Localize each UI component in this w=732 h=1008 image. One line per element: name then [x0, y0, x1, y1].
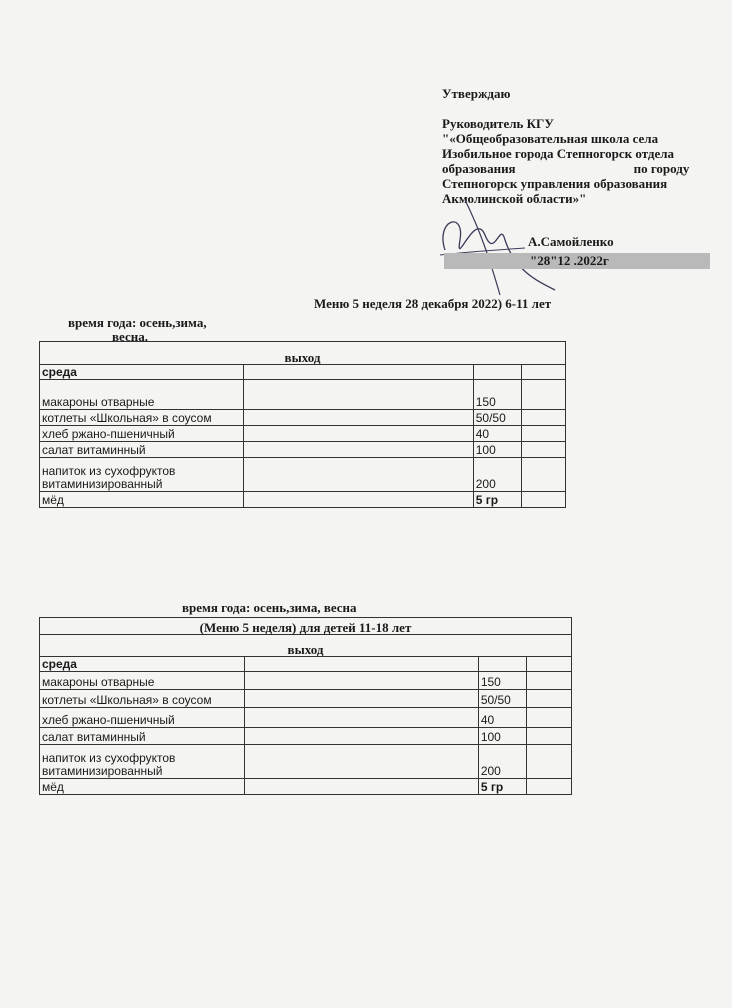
menu-table-1	[39, 341, 566, 508]
dish-output: 40	[473, 426, 521, 442]
approve-heading: Утверждаю	[442, 86, 511, 101]
approval-date-bar	[444, 253, 710, 269]
dish-output: 100	[473, 442, 521, 458]
dish-output: 200	[473, 458, 521, 492]
day-label-2: среда	[40, 657, 245, 672]
menu-table-2	[39, 617, 572, 795]
approval-line-2: "«Общеобразовательная школа села	[442, 131, 659, 146]
approval-date: "28"12 .2022г	[530, 253, 609, 268]
dish-output: 50/50	[478, 690, 526, 708]
dish-name: напиток из сухофруктов витаминизированный	[40, 745, 245, 779]
approval-line-6: Акмолинской области»"	[442, 191, 587, 206]
dish-name: мёд	[40, 492, 244, 508]
dish-output: 5 гр	[478, 779, 526, 795]
dish-name: макароны отварные	[40, 672, 245, 690]
dish-name: макароны отварные	[40, 380, 244, 410]
dish-name: котлеты «Школьная» в соусом	[40, 690, 245, 708]
approval-line-3: Изобильное города Степногорск отдела	[442, 146, 675, 161]
dish-output: 5 гр	[473, 492, 521, 508]
menu-title-1: Меню 5 неделя 28 декабря 2022) 6-11 лет	[314, 296, 552, 311]
approval-line-4: образования по городу	[442, 161, 690, 176]
output-header-2: выход	[40, 635, 572, 657]
day-label-1: среда	[40, 365, 244, 380]
dish-name: хлеб ржано-пшеничный	[40, 426, 244, 442]
dish-name: мёд	[40, 779, 245, 795]
approval-line-1: Руководитель КГУ	[442, 116, 554, 131]
season-label-1: время года: осень,зима, весна.	[68, 315, 207, 344]
menu-title-2: (Меню 5 неделя) для детей 11-18 лет	[40, 618, 572, 635]
dish-name: напиток из сухофруктов витаминизированный	[40, 458, 244, 492]
dish-name: салат витаминный	[40, 728, 245, 745]
dish-name: хлеб ржано-пшеничный	[40, 708, 245, 728]
dish-output: 50/50	[473, 410, 521, 426]
approval-line-5: Степногорск управления образования	[442, 176, 668, 191]
dish-output: 150	[478, 672, 526, 690]
dish-output: 40	[478, 708, 526, 728]
output-header-1: выход	[40, 342, 566, 365]
dish-name: котлеты «Школьная» в соусом	[40, 410, 244, 426]
dish-output: 100	[478, 728, 526, 745]
dish-name: салат витаминный	[40, 442, 244, 458]
signer-name: А.Самойленко	[528, 234, 614, 249]
dish-output: 200	[478, 745, 526, 779]
dish-output: 150	[473, 380, 521, 410]
season-label-2: время года: осень,зима, весна	[182, 600, 357, 615]
